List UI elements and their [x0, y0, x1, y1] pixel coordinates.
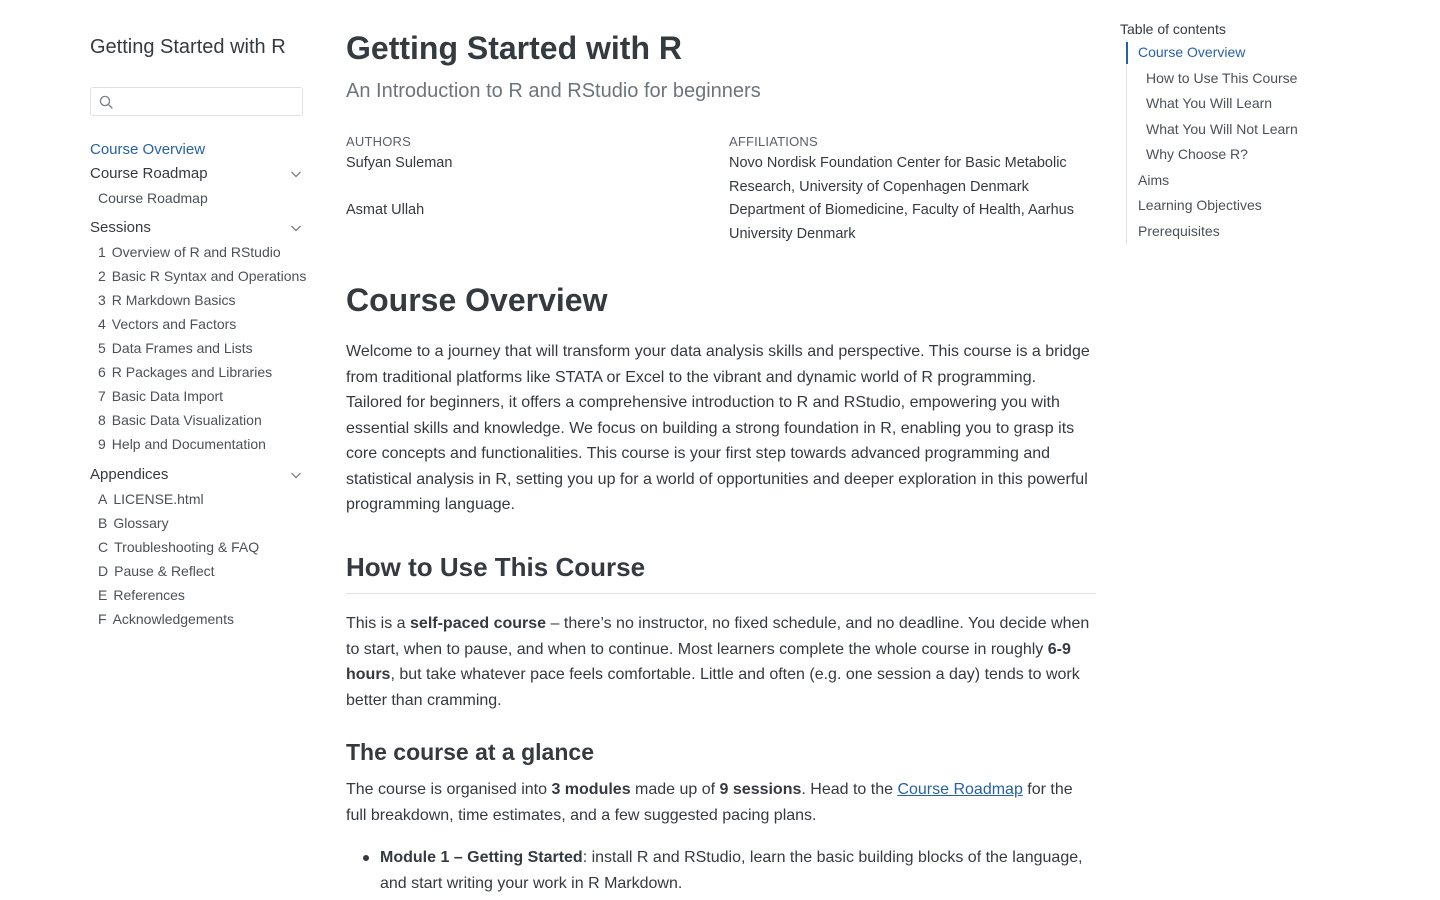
sidebar-item-label: Help and Documentation: [111, 436, 266, 452]
sidebar-item-session-2[interactable]: [90, 264, 307, 288]
sidebar-item-session-8[interactable]: [90, 408, 304, 432]
chevron-down-icon[interactable]: [290, 168, 302, 180]
item-number: F: [98, 611, 107, 627]
sidebar-item-label: Course Roadmap: [98, 190, 208, 206]
sidebar-nav: [90, 138, 307, 631]
toc-item-why-choose-r[interactable]: Why Choose R?: [1146, 146, 1248, 162]
howto-paragraph: [346, 611, 1096, 713]
sidebar-item-label: Pause & Reflect: [114, 563, 215, 579]
item-number: D: [98, 563, 109, 579]
sidebar-item-label: Troubleshooting & FAQ: [114, 539, 260, 555]
section-heading-course-overview: Course Overview: [346, 282, 608, 318]
bold-text: self-paced course: [410, 615, 547, 632]
affiliation-line: University Denmark: [729, 225, 856, 242]
author-affiliation: [729, 152, 1067, 199]
affiliations-label: AFFILIATIONS: [729, 134, 818, 149]
text-run: for the full breakdown, time estimates, and a few suggested pacing plans.: [346, 781, 1073, 824]
sidebar-item-label: Basic Data Import: [111, 388, 224, 404]
affiliation-line: Novo Nordisk Foundation Center for Basic Metabolic: [729, 155, 1067, 171]
text-run: – there’s no instructor, no fixed schedule, and no deadline. You decide when to start, when to pause, and when to continue. Most learners complete the whole course in roughly: [346, 615, 1090, 658]
chevron-down-icon[interactable]: [290, 469, 302, 481]
sidebar-item-session-7[interactable]: [90, 384, 304, 408]
search-box[interactable]: [90, 87, 303, 116]
page-subtitle: An Introduction to R and RStudio for beginners: [346, 80, 761, 102]
module-title: Module 1 – Getting Started: [380, 849, 583, 866]
text-run: The course is organised into: [346, 781, 552, 798]
toc-item-learning-objectives[interactable]: Learning Objectives: [1138, 197, 1262, 213]
section-heading-how-to-use: How to Use This Course: [346, 552, 1096, 594]
text-run: made up of: [630, 781, 720, 798]
sidebar-item-session-5[interactable]: [90, 336, 304, 360]
item-number: 2: [98, 268, 106, 284]
table-of-contents: [1120, 18, 1380, 244]
sidebar-item-appendix-e[interactable]: [90, 583, 304, 607]
sidebar-item-session-4[interactable]: [90, 312, 304, 336]
author-affiliation: [729, 199, 1074, 246]
item-number: E: [98, 587, 108, 603]
item-number: 4: [98, 316, 106, 332]
text-run: . Head to the: [801, 781, 898, 798]
sidebar-item-label: Overview of R and RStudio: [111, 244, 281, 260]
sidebar-item-label: Basic R Syntax and Operations: [111, 268, 307, 284]
text-run: This is a: [346, 615, 411, 632]
text-run: , but take whatever pace feels comfortable. Little and often (e.g. one session a day) tends to work better than cramming.: [346, 666, 1080, 709]
item-number: 7: [98, 388, 106, 404]
toc-item-what-you-will-not-learn[interactable]: What You Will Not Learn: [1146, 120, 1298, 137]
modules-list: [346, 845, 1096, 896]
item-number: A: [98, 491, 108, 507]
bold-text: 3 modules: [551, 781, 631, 798]
toc-item-course-overview[interactable]: Course Overview: [1127, 40, 1380, 66]
sidebar-item-appendix-a[interactable]: [90, 487, 304, 511]
sidebar-section-course-roadmap[interactable]: [90, 162, 304, 186]
module-description: : install R and RStudio, learn the basic building blocks of the language, and start writing your work in R Markdown.: [380, 849, 1083, 892]
bold-text: 6-9 hours: [346, 640, 1071, 683]
site-title[interactable]: Getting Started with R: [90, 36, 286, 58]
affiliation-line: Research, University of Copenhagen Denmark: [729, 178, 1029, 195]
sidebar-item-session-9[interactable]: [90, 432, 304, 456]
item-number: 1: [98, 244, 106, 260]
sidebar-section-label: Appendices: [90, 466, 169, 483]
chevron-down-icon[interactable]: [290, 222, 302, 234]
item-number: 6: [98, 364, 106, 380]
sidebar-item-label: Vectors and Factors: [111, 316, 237, 332]
item-number: 8: [98, 412, 106, 428]
sidebar-item-label: Data Frames and Lists: [111, 340, 253, 356]
sidebar-item-session-1[interactable]: [90, 240, 304, 264]
toc-item-aims[interactable]: Aims: [1138, 171, 1170, 188]
section-heading-course-at-a-glance: The course at a glance: [346, 739, 594, 765]
sidebar-section-sessions[interactable]: [90, 216, 304, 240]
item-number: 3: [98, 292, 106, 308]
sidebar-item-label: R Packages and Libraries: [111, 364, 273, 380]
sidebar-item-label: Acknowledgements: [112, 611, 234, 627]
course-roadmap-link[interactable]: Course Roadmap: [897, 781, 1023, 798]
search-input[interactable]: [119, 91, 297, 112]
sidebar-item-course-roadmap[interactable]: [90, 186, 304, 210]
sidebar-section-label: Course Roadmap: [90, 165, 208, 182]
toc-title: Table of contents: [1120, 21, 1226, 37]
toc-list: [1126, 40, 1380, 244]
item-number: C: [98, 539, 109, 555]
item-number: 9: [98, 436, 106, 452]
sidebar-section-appendices[interactable]: [90, 463, 304, 487]
sidebar-item-label: Glossary: [113, 515, 169, 531]
sidebar-item-session-6[interactable]: [90, 360, 304, 384]
sidebar-item-appendix-c[interactable]: [90, 535, 304, 559]
sidebar-item-label: R Markdown Basics: [111, 292, 236, 308]
sidebar-item-session-3[interactable]: [90, 288, 304, 312]
toc-item-what-you-will-learn[interactable]: What You Will Learn: [1146, 95, 1273, 111]
sidebar-item-appendix-f[interactable]: [90, 607, 304, 631]
sidebar-item-appendix-d[interactable]: [90, 559, 304, 583]
sidebar-item-label: Basic Data Visualization: [111, 412, 262, 428]
item-number: B: [98, 515, 108, 531]
author-name: Asmat Ullah: [346, 202, 425, 218]
sidebar-section-label: Sessions: [90, 219, 151, 236]
list-item: [346, 845, 1096, 896]
sidebar-item-appendix-b[interactable]: [90, 511, 304, 535]
sidebar-item-label: References: [113, 587, 185, 603]
page-title: Getting Started with R: [346, 30, 682, 66]
item-number: 5: [98, 340, 106, 356]
author-name: Sufyan Suleman: [346, 155, 453, 171]
glance-paragraph: [346, 777, 1096, 828]
affiliation-line: Department of Biomedicine, Faculty of Health, Aarhus: [729, 202, 1074, 218]
search-icon: [99, 95, 113, 109]
toc-item-how-to-use[interactable]: How to Use This Course: [1146, 69, 1298, 86]
authors-label: AUTHORS: [346, 134, 411, 149]
overview-paragraph: Welcome to a journey that will transform your data analysis skills and perspective. This course is a bridge from traditional platforms like STATA or Excel to the vibrant and dynamic world of R programming. Tailored for beginners, it offers a comprehensive introduction to R and RStudio, empowering you with essential skills and knowledge. We focus on building a strong foundation in R, enabling you to grasp its core concepts and functionalities. This course is your first step towards advanced programming and statistical analysis in R, setting you up for a world of opportunities and deeper exploration in this powerful programming language.: [346, 343, 1090, 513]
bold-text: 9 sessions: [719, 781, 802, 798]
sidebar-item-label: LICENSE.html: [113, 491, 204, 507]
sidebar-item-course-overview[interactable]: Course Overview: [90, 141, 206, 158]
toc-item-prerequisites[interactable]: Prerequisites: [1138, 222, 1220, 239]
